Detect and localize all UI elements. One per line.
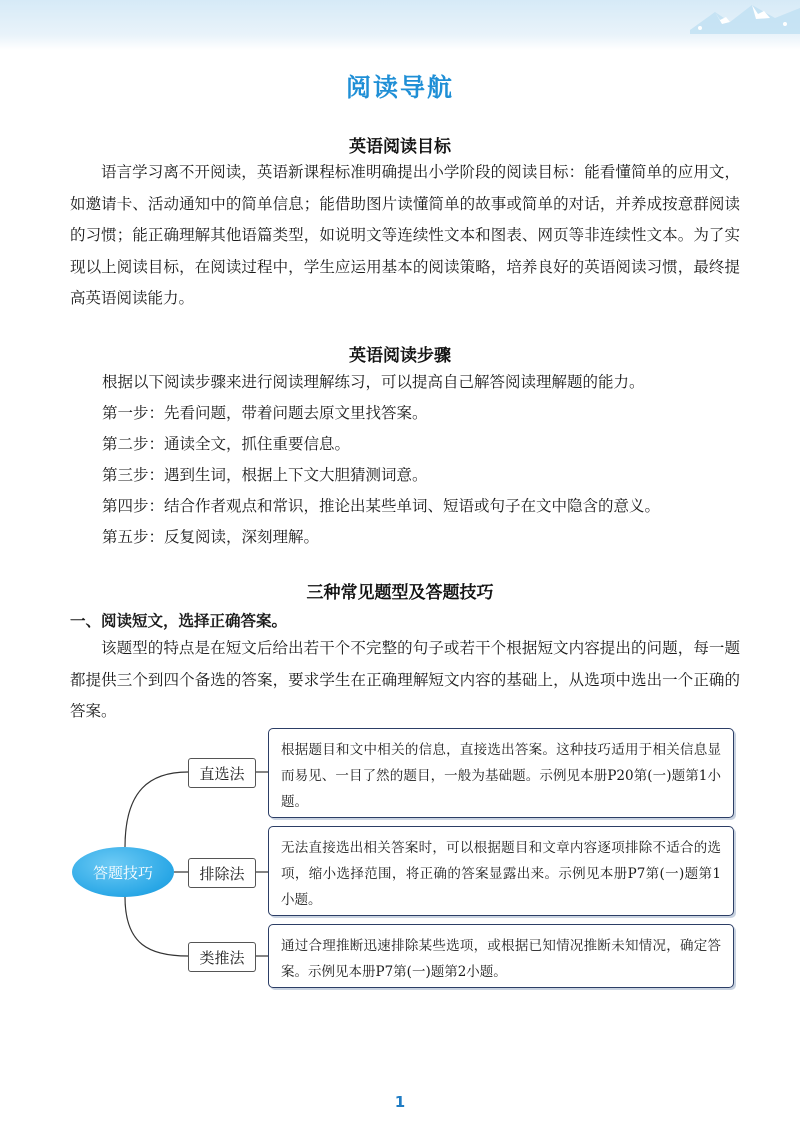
- question-type-paragraph: 该题型的特点是在短文后给出若干个不完整的句子或若干个根据短文内容提出的问题，每一题都提供三个到四个备选的答案，要求学生在正确理解短文内容的基础上，从选项中选出一个正确的答案。: [70, 639, 740, 720]
- tip-direct-selection: 根据题目和文中相关的信息，直接选出答案。这种技巧适用于相关信息显而易见、一目了然的题目，一般为基础题。示例见本册P20第(一)题第1小题。: [268, 728, 734, 818]
- method-elimination: 排除法: [188, 858, 256, 888]
- snowy-mountain-decoration: [660, 0, 800, 50]
- method-direct-selection: 直选法: [188, 758, 256, 788]
- page-title: 阅读导航: [345, 73, 454, 102]
- section-title-question-types: 三种常见题型及答题技巧: [306, 583, 494, 603]
- step-2: 第二步：通读全文，抓住重要信息。: [102, 435, 351, 453]
- tip-elimination: 无法直接选出相关答案时，可以根据题目和文章内容逐项排除不适合的选项，缩小选择范围，将正确的答案显露出来。示例见本册P7第(一)题第1小题。: [268, 826, 734, 916]
- method-inference: 类推法: [188, 942, 256, 972]
- page-number: 1: [394, 1093, 406, 1111]
- mindmap-center-node: 答题技巧: [72, 847, 174, 897]
- section-title-reading-goals: 英语阅读目标: [349, 137, 451, 157]
- step-4: 第四步：结合作者观点和常识，推论出某些单词、短语或句子在文中隐含的意义。: [102, 497, 661, 515]
- reading-steps-list: [102, 367, 742, 553]
- section-title-reading-steps: 英语阅读步骤: [349, 346, 451, 366]
- question-type-heading: 一、阅读短文，选择正确答案。: [70, 612, 288, 630]
- header-band: [0, 0, 800, 50]
- step-3: 第三步：遇到生词，根据上下文大胆猜测词意。: [102, 466, 428, 484]
- steps-intro: 根据以下阅读步骤来进行阅读理解练习，可以提高自己解答阅读理解题的能力。: [102, 373, 645, 391]
- step-1: 第一步：先看问题，带着问题去原文里找答案。: [102, 404, 428, 422]
- tip-inference: 通过合理推断迅速排除某些选项，或根据已知情况推断未知情况，确定答案。示例见本册P7第(一)题第2小题。: [268, 924, 734, 988]
- answer-techniques-mindmap: [0, 720, 800, 990]
- reading-goals-paragraph: 语言学习离不开阅读，英语新课程标准明确提出小学阶段的阅读目标：能看懂简单的应用文，如邀请卡、活动通知中的简单信息；能借助图片读懂简单的故事或简单的对话，并养成按意群阅读的习惯；能正确理解其他语篇类型，如说明文等连续性文本和图表、网页等非连续性文本。为了实现以上阅读目标，在阅读过程中，学生应运用基本的阅读策略，培养良好的英语阅读习惯，最终提高英语阅读能力。: [70, 163, 740, 307]
- step-5: 第五步：反复阅读，深刻理解。: [102, 528, 320, 546]
